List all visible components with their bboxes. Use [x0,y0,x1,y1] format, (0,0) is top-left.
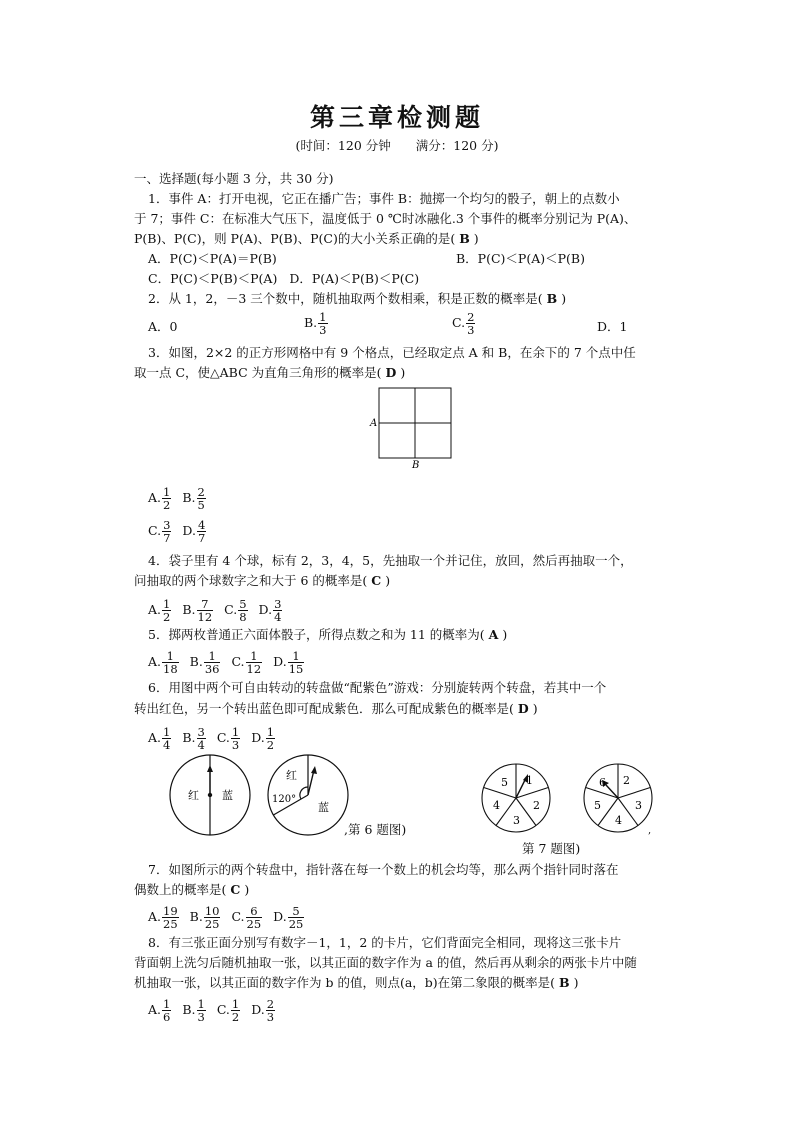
fraction-denominator: 3 [266,1010,275,1024]
fraction [162,905,179,930]
q6-option-c [217,726,241,751]
q7-line1: 7．如图所示的两个转盘中，指针落在每一个数上的机会均等，那么两个指针同时落在 [148,862,619,877]
fraction-denominator: 12 [246,662,262,676]
fraction [162,598,171,623]
fraction-denominator: 3 [231,738,240,752]
fraction-numerator: 1 [246,650,263,663]
q6-stem-end: 转出红色，另一个转出蓝色即可配成紫色．那么可配成紫色的概率是( [134,701,514,716]
disk1-pointer-head [207,765,213,772]
fraction-numerator: 1 [266,725,275,739]
q2-close: ) [561,291,567,306]
q4-options [148,598,289,623]
q2-option-c-label: C. [452,315,466,330]
fraction-denominator: 2 [163,610,171,624]
option-label: C. [216,1002,230,1017]
fraction-denominator: 4 [163,738,171,752]
fraction-numerator: 6 [246,905,263,918]
q2-option-b-fraction [318,311,327,336]
q7-figure [478,762,658,840]
q6-option-d [251,726,276,751]
fraction-numerator: 3 [274,597,282,611]
q1-close: ) [473,231,479,246]
fraction-numerator: 1 [231,725,240,739]
fraction-denominator: 18 [163,662,178,676]
fraction [197,726,206,751]
page-subtitle: (时间：120 分钟 满分：120 分) [295,138,499,153]
q7-option-d [273,905,305,930]
fraction-numerator: 1 [197,997,205,1011]
fraction [197,598,214,623]
option-label: A. [148,730,162,745]
option-label: D. [251,730,265,745]
fraction-denominator: 3 [467,323,475,337]
fraction-numerator: 1 [288,650,305,663]
q4-line2 [134,572,390,590]
fraction [273,598,282,623]
fraction-numerator: 2 [266,997,275,1011]
q8-line2: 背面朝上洗匀后随机抽取一张，以其正面的数字作为 a 的值，然后再从剩余的两张卡片中随 [134,955,637,970]
q4-stem-end: 问抽取的两个球数字之和大于 6 的概率是( [134,573,368,588]
page-title: 第三章检测题 [309,103,484,132]
fraction [231,726,240,751]
spinner1-number: 1 [526,774,533,787]
q2-option-c [452,311,476,336]
q6-answer: D [517,701,529,716]
q8-stem-end: 机抽取一张，以其正面的数字作为 b 的值，则点(a，b)在第二象限的概率是( [134,975,556,990]
fraction [288,905,305,930]
disk2-pointer-head [311,766,317,774]
option-label: A. [148,490,162,505]
fraction-denominator: 3 [197,1010,205,1024]
spinner1-number: 2 [533,799,540,812]
spinner1-number: 4 [493,799,500,812]
fraction [231,998,240,1023]
fraction [288,650,305,675]
option-label: B. [189,909,203,924]
q2-option-b-label: B. [304,315,318,330]
fraction [162,519,171,544]
spinner1-number: 5 [501,776,508,789]
q7-caption: 第 7 题图) [522,841,581,856]
q3-line2 [134,364,405,382]
option-label: D. [273,909,287,924]
q4-option-a [148,598,172,623]
q5-options [148,650,311,675]
q3-grid-figure [366,384,456,472]
q3-line1: 3．如图，2×2 的正方形网格中有 9 个格点，已经取定点 A 和 B，在余下的 7 个点中任 [148,345,636,360]
fraction-denominator: 25 [246,917,262,931]
fraction-numerator: 1 [319,310,327,324]
q5-stem: 5．掷两枚普通正六面体骰子，所得点数之和为 11 的概率为( [148,627,485,642]
q6-option-a [148,726,172,751]
fraction-numerator: 19 [163,904,178,918]
fraction-numerator: 3 [163,518,171,532]
q7-line2 [134,881,249,899]
q7-close: ) [244,882,250,897]
option-label: C. [231,654,245,669]
fraction-numerator: 1 [163,597,171,611]
fraction-denominator: 15 [288,662,304,676]
option-label: A. [148,909,162,924]
fraction [238,598,247,623]
fraction [197,519,206,544]
fraction-denominator: 36 [204,662,220,676]
disk2-blue-label: 蓝 [318,801,329,814]
q3-option-c [148,519,172,544]
q3-option-a [148,486,172,511]
q6-line2 [134,700,538,718]
q5-option-c [231,650,263,675]
fraction-numerator: 1 [163,725,171,739]
fraction [162,650,179,675]
q1-line2: 于 7；事件 C：在标准大气压下，温度低于 0 ℃时冰融化.3 个事件的概率分别记为 P(A)、 [134,211,637,226]
fraction-denominator: 2 [266,738,275,752]
q7-answer: C [230,882,241,897]
q1-option-d: D．P(A)＜P(B)＜P(C) [289,271,420,286]
option-label: A. [148,654,162,669]
q2-option-b [304,311,329,336]
fraction-denominator: 8 [239,610,247,624]
fraction [204,905,221,930]
q2-option-a: A．0 [148,319,178,334]
disk1-center [208,793,212,797]
q5-option-d [273,650,305,675]
disk1-blue-label: 蓝 [222,789,233,802]
fraction [204,650,221,675]
grid-label-a: A [370,418,378,429]
q7-option-b [190,905,222,930]
q8-close: ) [573,975,579,990]
fraction-denominator: 25 [288,917,304,931]
q3-option-d [182,519,207,544]
q1-option-c: C．P(C)＜P(B)＜P(A) [148,271,278,286]
disk2-pointer [308,770,314,795]
q6-caption: ,第 6 题图) [344,822,407,837]
fraction-numerator: 3 [197,725,205,739]
q3-options-cd [148,519,213,544]
fraction-denominator: 25 [163,917,178,931]
q5-line1 [148,626,507,644]
fraction-denominator: 5 [197,498,205,512]
disk2-angle-label: 120° [272,794,297,805]
q5-close: ) [502,627,508,642]
q2-stem: 2．从 1，2，－3 三个数中，随机抽取两个数相乘，积是正数的概率是( [148,291,543,306]
fraction-numerator: 2 [467,310,475,324]
q1-line3 [134,230,479,248]
q8-line1: 8．有三张正面分别写有数字－1，1，2 的卡片，它们背面完全相同，现将这三张卡片 [148,935,622,950]
q6-line1: 6．用图中两个可自由转动的转盘做“配紫色”游戏：分别旋转两个转盘，若其中一个 [148,680,607,695]
fraction [266,726,275,751]
fraction-numerator: 5 [239,597,247,611]
spinner2-number: 2 [623,774,630,787]
q3-close: ) [400,365,406,380]
fraction-denominator: 12 [197,610,213,624]
q3-answer: D [385,365,397,380]
q7-options [148,905,311,930]
fraction-numerator: 1 [163,485,171,499]
grid-label-b: B [412,460,420,471]
q1-line1: 1．事件 A：打开电视，它正在播广告；事件 B：抛掷一个均匀的骰子，朝上的点数小 [148,191,620,206]
fraction-denominator: 4 [274,610,282,624]
option-label: C. [224,602,238,617]
q7-option-c [231,905,263,930]
fraction-numerator: 1 [204,650,221,663]
fraction [162,486,171,511]
option-label: B. [189,654,203,669]
q4-answer: C [371,573,382,588]
option-label: C. [148,523,162,538]
option-label: B. [182,490,196,505]
spinner1-divider [484,788,516,799]
q4-option-d [259,598,284,623]
option-label: A. [148,602,162,617]
q3-options-ab [148,486,213,511]
option-label: D. [273,654,287,669]
q5-option-b [190,650,222,675]
spinner2-number: 3 [635,799,642,812]
option-label: C. [231,909,245,924]
spinner2-number: 4 [615,814,622,827]
spinner1-number: 3 [513,814,520,827]
fraction-numerator: 10 [204,904,220,918]
fraction [246,905,263,930]
section-heading: 一、选择题(每小题 3 分，共 30 分) [134,171,334,186]
fraction [162,726,171,751]
q5-option-a [148,650,180,675]
q8-line3 [134,974,578,992]
option-label: C. [216,730,230,745]
fraction [266,998,275,1023]
fraction [246,650,263,675]
fraction-denominator: 7 [163,531,171,545]
q7-option-a [148,905,180,930]
spinner2-number: 5 [594,799,601,812]
q7-caption-comma: , [648,825,652,836]
q2-option-c-fraction [466,311,475,336]
q4-close: ) [385,573,391,588]
option-label: B. [182,730,196,745]
q8-option-b [182,998,207,1023]
fraction-denominator: 6 [163,1010,171,1024]
option-label: B. [182,1002,196,1017]
q8-option-c [217,998,241,1023]
fraction [197,998,206,1023]
q6-options [148,726,282,751]
disk2-red-label: 红 [286,769,297,782]
option-label: A. [148,1002,162,1017]
q3-stem-end: 取一点 C，使△ABC 为直角三角形的概率是( [134,365,382,380]
fraction-numerator: 2 [197,485,205,499]
q4-option-c [224,598,248,623]
fraction [162,998,171,1023]
q3-option-b [182,486,207,511]
fraction-denominator: 3 [319,323,327,337]
fraction-numerator: 1 [231,997,240,1011]
option-label: D. [182,523,196,538]
fraction-denominator: 4 [197,738,205,752]
option-label: D. [258,602,273,617]
q6-option-b [182,726,207,751]
q1-options-cd [148,270,419,288]
q5-answer: A [488,627,499,642]
fraction [197,486,206,511]
q8-option-d [251,998,276,1023]
q8-options [148,998,282,1023]
fraction-numerator: 4 [197,518,206,532]
q2-line1 [148,290,566,308]
fraction-numerator: 1 [163,997,171,1011]
spinner2-divider [618,788,650,799]
q4-line1: 4．袋子里有 4 个球，标有 2，3，4，5，先抽取一个并记住，放回，然后再抽取一个， [148,553,633,568]
q1-stem-end: P(B)、P(C)，则 P(A)、P(B)、P(C)的大小关系正确的是( [134,231,456,246]
fraction-numerator: 1 [162,650,179,663]
fraction-numerator: 7 [197,598,214,611]
q1-option-b: B．P(C)＜P(A)＜P(B) [456,251,585,266]
q1-answer: B [459,231,470,246]
q8-option-a [148,998,172,1023]
q4-option-b [182,598,214,623]
q6-close: ) [532,701,538,716]
spinner2-number: 6 [599,776,606,789]
fraction-denominator: 7 [197,531,206,545]
q1-option-a: A．P(C)＜P(A)＝P(B) [148,251,277,266]
option-label: D. [251,1002,265,1017]
fraction-denominator: 2 [231,1010,240,1024]
disk1-red-label: 红 [188,789,199,802]
fraction-numerator: 5 [288,905,305,918]
q7-stem-end: 偶数上的概率是( [134,882,227,897]
q2-answer: B [546,291,558,306]
q8-answer: B [559,975,570,990]
option-label: B. [182,602,196,617]
fraction-denominator: 25 [204,917,220,931]
fraction-denominator: 2 [163,498,171,512]
q2-option-d: D．1 [597,319,628,334]
